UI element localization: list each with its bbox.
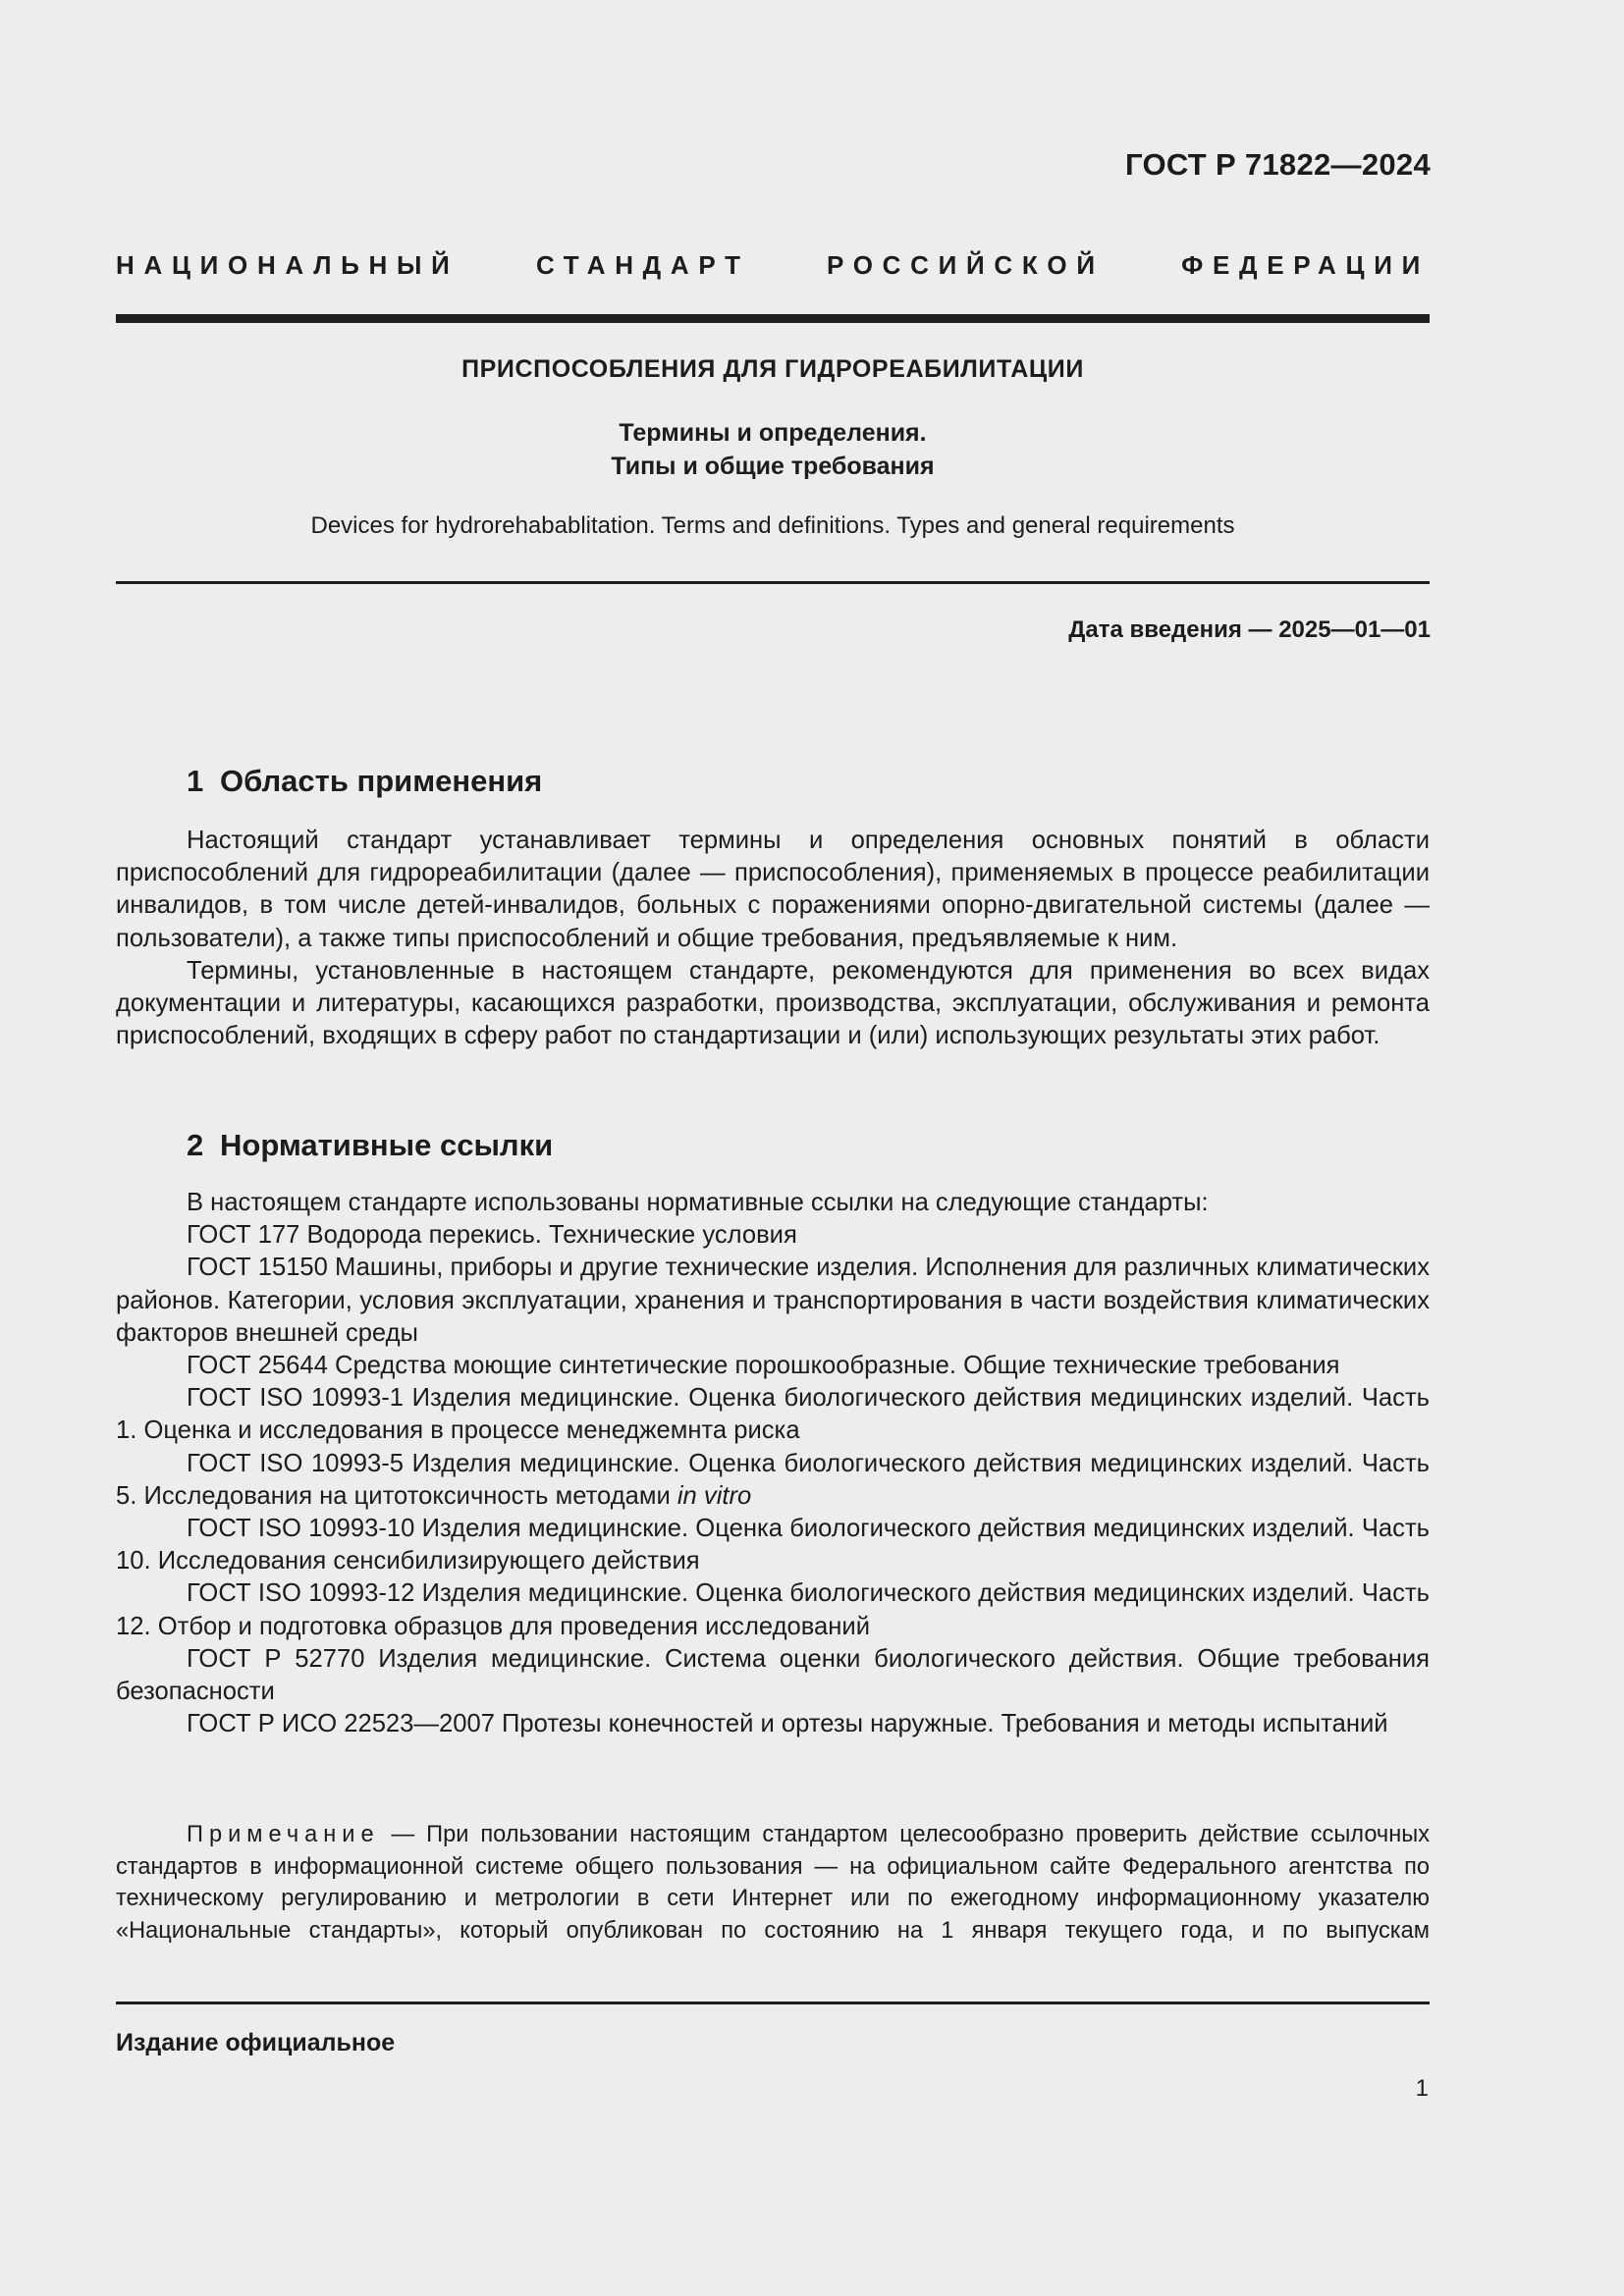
page-number: 1 (1415, 2075, 1429, 2102)
document-subtitle-line2: Типы и общие требования (611, 453, 935, 480)
section-1-paragraph: Настоящий стандарт устанавливает термины и определения основных понятий в области приспособлений для гидрореабилитации (далее — приспособления), применяемых в процессе реабилитации инвалидов, в том числе детей-инвалидов, больных с поражениями опорно-двигательной системы (далее — пользователи), а также типы приспособлений и общие требования, предъявляемые к ним. (116, 827, 1430, 952)
section-2-heading (187, 1128, 553, 1163)
header-rule (116, 314, 1430, 323)
section-2-intro: В настоящем стандарте использованы нормативные ссылки на следующие стандарты: (187, 1189, 1209, 1216)
reference-item: ГОСТ Р ИСО 22523—2007 Протезы конечностей и ортезы наружные. Требования и методы испытаний (187, 1710, 1388, 1738)
section-1-number: 1 (187, 764, 204, 798)
reference-item (116, 1448, 1430, 1513)
reference-item: ГОСТ ISO 10993-1 Изделия медицинские. Оценка биологического действия медицинских изделий. Часть 1. Оценка и исследования в процессе менеджемнта риска (116, 1384, 1430, 1445)
section-1-body (116, 825, 1430, 1052)
section-1-title: Область применения (220, 764, 543, 798)
section-2-title: Нормативные ссылки (220, 1128, 554, 1162)
reference-item: ГОСТ 15150 Машины, приборы и другие технические изделия. Исполнения для различных климатических районов. Категории, условия эксплуатации, хранения и транспортирования в части воздействия климатических факторов внешней среды (116, 1254, 1430, 1347)
reference-item: ГОСТ Р 52770 Изделия медицинские. Система оценки биологического действия. Общие требования безопасности (116, 1644, 1430, 1706)
reference-item: ГОСТ ISO 10993-10 Изделия медицинские. Оценка биологического действия медицинских изделий. Часть 10. Исследования сенсибилизирующего действия (116, 1515, 1430, 1575)
section-1-paragraph: Термины, установленные в настоящем стандарте, рекомендуются для применения во всех видах документации и литературы, касающихся разработки, производства, эксплуатации, обслуживания и ремонта приспособлений, входящих в сферу работ по стандартизации и (или) использующих результаты этих работ. (116, 956, 1430, 1050)
document-number: ГОСТ Р 71822—2024 (1125, 147, 1431, 182)
section-2-body (116, 1187, 1430, 1740)
official-edition-label: Издание официальное (116, 2029, 396, 2056)
note-paragraph (116, 1819, 1430, 1947)
reference-text: ГОСТ ISO 10993-5 Изделия медицинские. Оценка биологического действия медицинских изделий. Часть 5. Исследования на цитотоксичность методами (116, 1449, 1430, 1510)
reference-item: ГОСТ 25644 Средства моющие синтетические порошкообразные. Общие технические требования (187, 1352, 1340, 1380)
reference-italic-text: in vitro (677, 1481, 752, 1510)
note-block (116, 1819, 1430, 1947)
document-subtitle-line1: Термины и определения. (619, 419, 927, 447)
reference-item: ГОСТ 177 Водорода перекись. Технические условия (187, 1221, 797, 1250)
reference-item: ГОСТ ISO 10993-12 Изделия медицинские. Оценка биологического действия медицинских изделий. Часть 12. Отбор и подготовка образцов для проведения исследований (116, 1579, 1430, 1640)
document-title: ПРИСПОСОБЛЕНИЯ ДЛЯ ГИДРОРЕАБИЛИТАЦИИ (461, 355, 1084, 383)
note-text: — При пользовании настоящим стандартом целесообразно проверить действие ссылочных стандартов в информационной системе общего пользования — на официальном сайте Федерального агентства по техническому регулированию и метрологии в сети Интернет или по ежегодному информационному указателю «Национальные стандарты», который опубликован по состоянию на 1 января текущего года, и по выпускам (116, 1822, 1430, 1944)
title-rule (116, 581, 1430, 584)
note-label: Примечание (187, 1822, 380, 1847)
footer-rule (116, 2002, 1430, 2004)
national-standard-header: НАЦИОНАЛЬНЫЙ СТАНДАРТ РОССИЙСКОЙ ФЕДЕРАЦИИ (116, 250, 1430, 280)
english-title: Devices for hydrorehabablitation. Terms and definitions. Types and general requirements (310, 512, 1235, 539)
section-1-heading (187, 764, 542, 799)
section-2-number: 2 (187, 1128, 204, 1162)
introduction-date: Дата введения — 2025—01—01 (1068, 616, 1431, 643)
